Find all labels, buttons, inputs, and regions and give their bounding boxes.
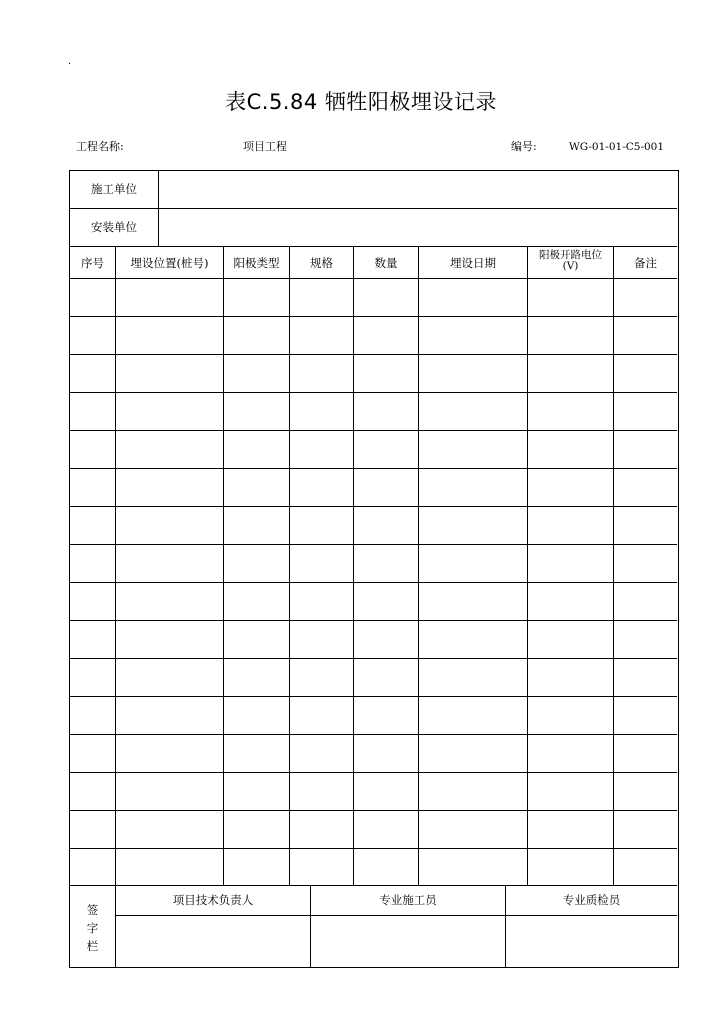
row-divider	[70, 620, 677, 621]
column-divider	[527, 246, 528, 885]
signature-side-label-3: 栏	[86, 939, 99, 953]
row-divider	[70, 544, 677, 545]
construction-unit-field[interactable]	[159, 171, 677, 208]
signature-field-inspector[interactable]	[506, 916, 677, 967]
signature-side-label-1: 签	[86, 903, 99, 917]
col-header-index: 序号	[81, 256, 104, 270]
project-name-value: 项目工程	[243, 140, 287, 153]
row-divider	[70, 658, 677, 659]
column-divider	[223, 246, 224, 885]
page-title: 表C.5.84 牺牲阳极埋设记录	[225, 90, 497, 114]
column-divider	[289, 246, 290, 885]
row-divider	[70, 316, 677, 317]
row-divider	[70, 810, 677, 811]
construction-unit-label: 施工单位	[91, 182, 137, 196]
column-divider	[115, 246, 116, 885]
col-header-burial-date: 埋设日期	[450, 256, 496, 270]
col-header-spec: 规格	[310, 256, 333, 270]
col-header-quantity: 数量	[374, 256, 398, 270]
column-divider	[418, 246, 419, 885]
divider	[70, 246, 677, 247]
column-divider	[613, 246, 614, 885]
install-unit-label: 安装单位	[91, 220, 137, 234]
row-divider	[70, 885, 677, 886]
col-header-open-circuit-potential: 阳极开路电位	[539, 249, 602, 261]
record-number-label: 编号:	[511, 140, 537, 153]
row-divider	[70, 772, 677, 773]
column-divider	[353, 246, 354, 885]
signature-side-label-2: 字	[86, 921, 99, 935]
record-table	[69, 170, 679, 968]
signature-role-tech-lead: 项目技术负责人	[172, 893, 254, 907]
row-divider	[70, 430, 677, 431]
col-header-anode-type: 阳极类型	[233, 256, 280, 270]
col-header-unit: (V)	[562, 260, 579, 272]
record-number-value: WG-01-01-C5-001	[569, 141, 665, 153]
row-divider	[70, 354, 677, 355]
row-divider	[70, 468, 677, 469]
col-header-location: 埋设位置(桩号)	[130, 256, 209, 270]
signature-field-tech-lead[interactable]	[116, 916, 310, 967]
row-divider	[70, 848, 677, 849]
row-divider	[70, 582, 677, 583]
row-divider	[70, 696, 677, 697]
row-divider	[70, 506, 677, 507]
install-unit-field[interactable]	[159, 209, 677, 246]
signature-field-constructor[interactable]	[311, 916, 505, 967]
divider	[70, 278, 677, 279]
signature-role-constructor: 专业施工员	[379, 893, 437, 907]
row-divider	[70, 392, 677, 393]
project-name-label: 工程名称:	[76, 140, 124, 153]
signature-role-inspector: 专业质检员	[562, 893, 621, 907]
corner-mark: ·	[68, 59, 72, 70]
row-divider	[70, 734, 677, 735]
col-header-remarks: 备注	[634, 256, 657, 270]
